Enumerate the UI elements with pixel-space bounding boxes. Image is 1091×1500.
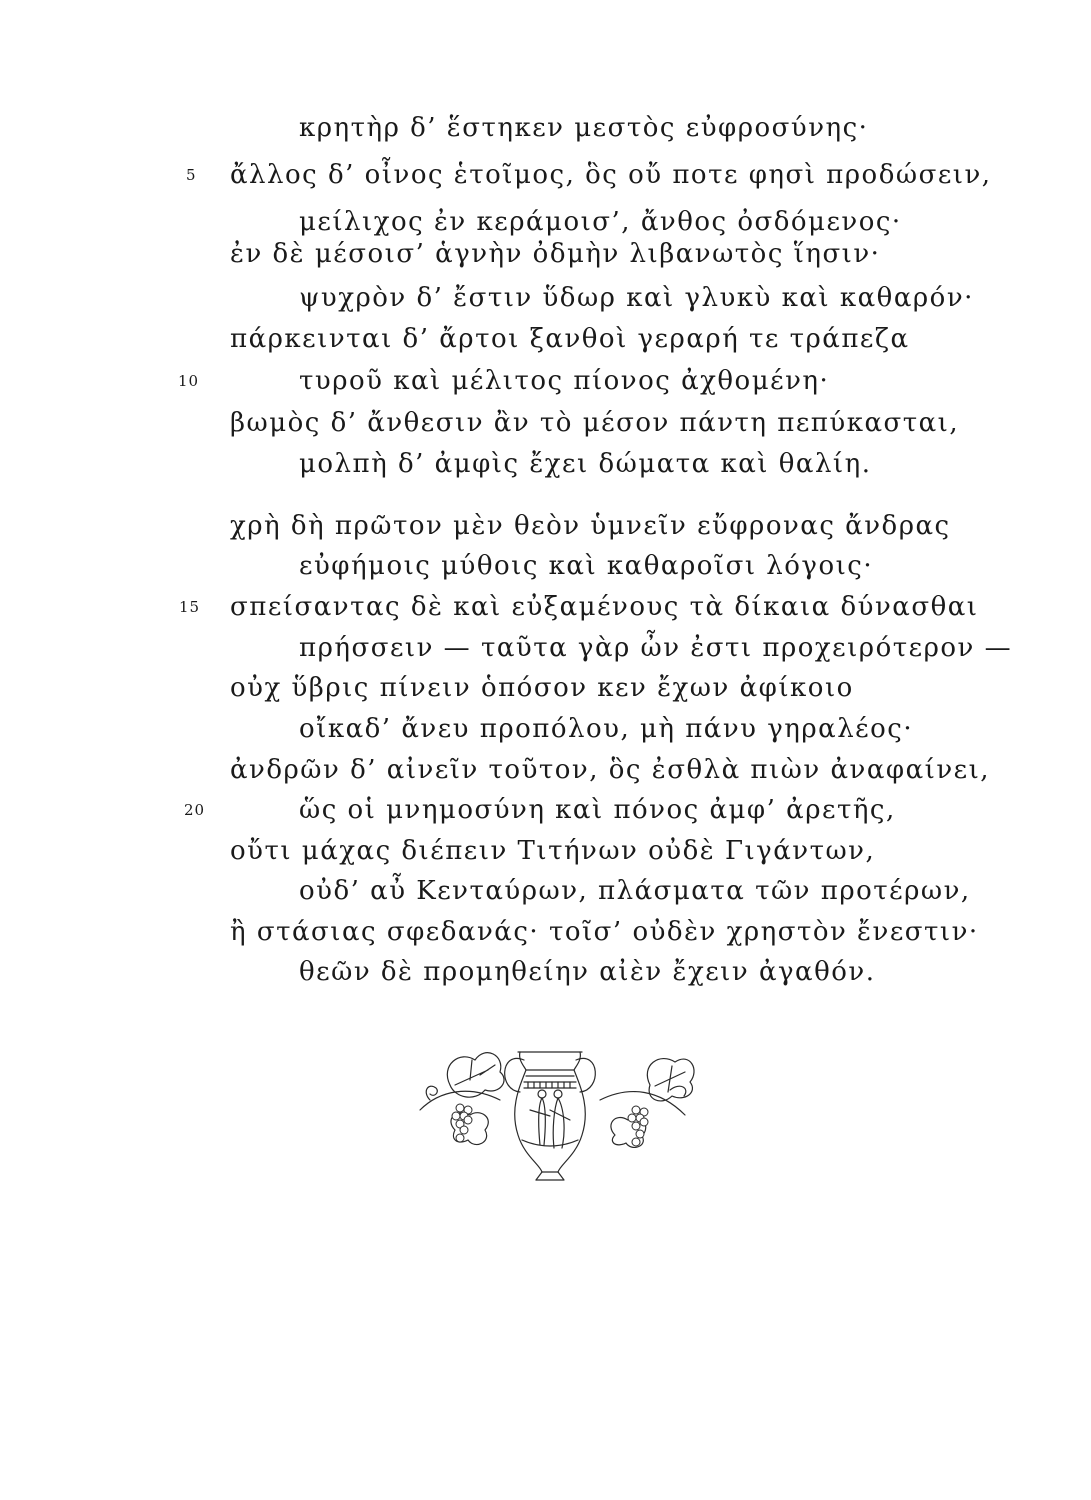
verse-line: οὔτι μάχας διέπειν Τιτήνων οὐδὲ Γιγάντων, [230, 836, 876, 866]
verse-line: θεῶν δὲ προμηθείην αἰὲν ἔχειν ἀγαθόν. [299, 957, 876, 987]
verse-line: ἄλλος δ’ οἶνος ἑτοῖμος, ὃς οὔ ποτε φησὶ προδώσειν, [230, 160, 992, 190]
verse-line: ἐν δὲ μέσοισ’ ἁγνὴν ὀδμὴν λιβανωτὸς ἵησιν· [230, 239, 881, 269]
verse-line: πρήσσειν — ταῦτα γὰρ ὦν ἐστι προχειρότερον — [299, 633, 1013, 663]
verse-line: οἴκαδ’ ἄνευ προπόλου, μὴ πάνυ γηραλέος· [299, 714, 914, 744]
verse-line: μολπὴ δ’ ἀμφὶς ἔχει δώματα καὶ θαλίη. [299, 449, 872, 479]
verse-line: οὐδ’ αὖ Κενταύρων, πλάσματα τῶν προτέρων, [299, 876, 971, 906]
verse-line: εὐφήμοις μύθοις καὶ καθαροῖσι λόγοις· [299, 551, 874, 581]
verse-line: σπείσαντας δὲ καὶ εὐξαμένους τὰ δίκαια δύνασθαι [230, 592, 979, 622]
line-number: 10 [178, 372, 200, 390]
verse-line: οὐχ ὕβρις πίνειν ὁπόσον κεν ἔχων ἀφίκοιο [230, 673, 854, 703]
verse-line: βωμὸς δ’ ἄνθεσιν ἂν τὸ μέσον πάντη πεπύκασται, [230, 408, 960, 438]
verse-line: κρητὴρ δ’ ἕστηκεν μεστὸς εὐφροσύνης· [299, 113, 869, 143]
line-number: 20 [184, 801, 206, 819]
verse-line: ὥς οἱ μνημοσύνη καὶ πόνος ἀμφ’ ἀρετῆς, [299, 795, 896, 825]
vase-vignette-icon [400, 1030, 700, 1200]
verse-line: τυροῦ καὶ μέλιτος πίονος ἀχθομένη· [299, 366, 830, 396]
line-number: 15 [179, 598, 201, 616]
verse-line: πάρκεινται δ’ ἄρτοι ξανθοὶ γεραρή τε τράπεζα [230, 324, 910, 354]
verse-line: ψυχρὸν δ’ ἔστιν ὕδωρ καὶ γλυκὺ καὶ καθαρόν· [299, 283, 974, 313]
verse-line: μείλιχος ἐν κεράμοισ’, ἄνθος ὀσδόμενος· [299, 207, 902, 237]
verse-line: ἀνδρῶν δ’ αἰνεῖν τοῦτον, ὃς ἐσθλὰ πιὼν ἀναφαίνει, [230, 755, 991, 785]
line-number: 5 [186, 166, 197, 184]
verse-line: χρὴ δὴ πρῶτον μὲν θεὸν ὑμνεῖν εὔφρονας ἄνδρας [230, 511, 951, 541]
verse-line: ἢ στάσιας σφεδανάς· τοῖσ’ οὐδὲν χρηστὸν ἔνεστιν· [230, 917, 979, 947]
